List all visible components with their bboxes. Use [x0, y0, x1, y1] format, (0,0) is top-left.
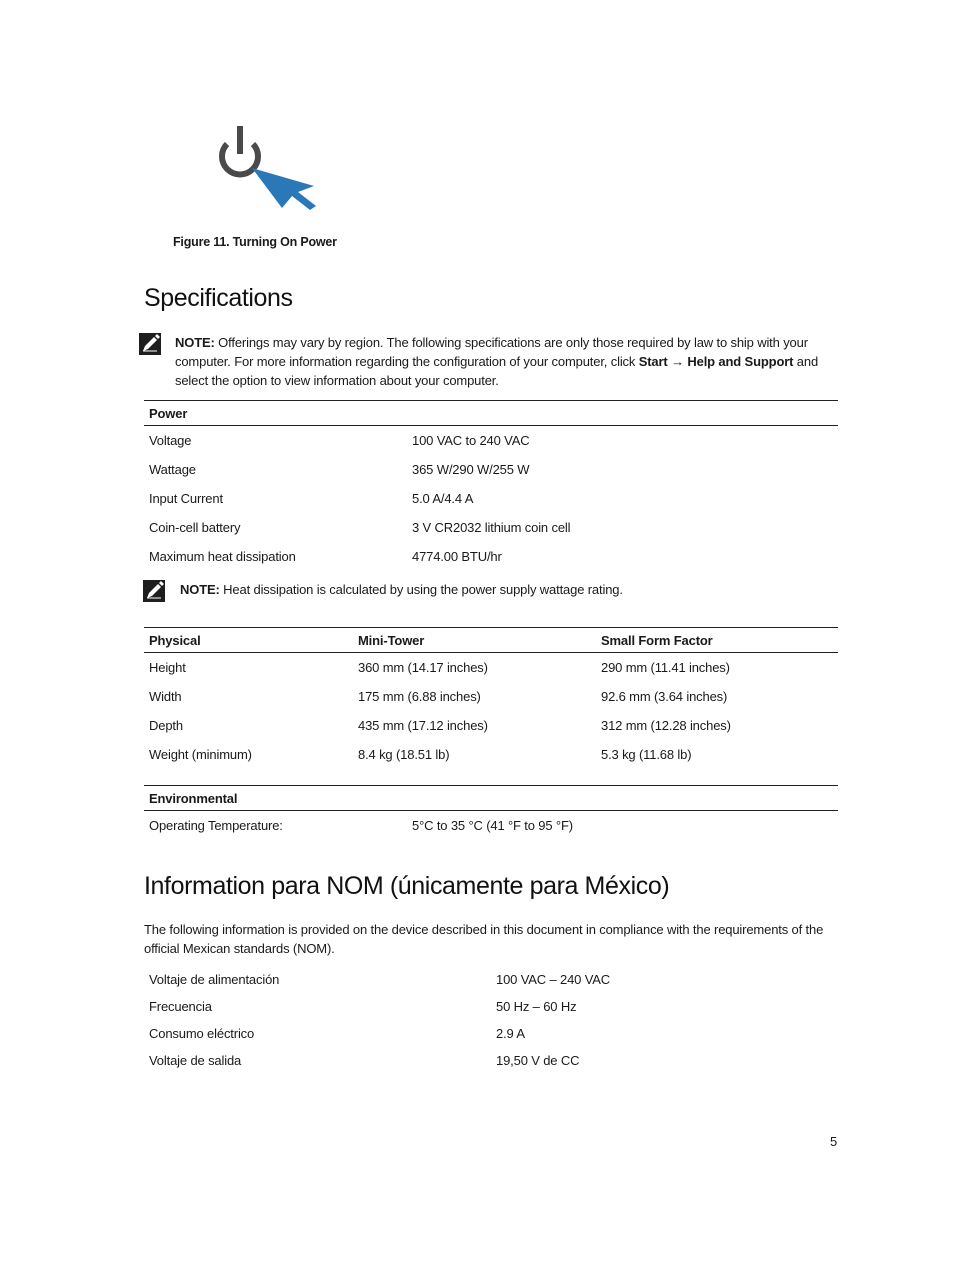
row-label: Wattage — [149, 462, 196, 477]
note-arrow: → — [667, 354, 688, 369]
nom-intro-paragraph: The following information is provided on the device described in this document in compliance with the requirements of the official Mexican standards (NOM). — [144, 922, 824, 956]
table-row — [144, 426, 838, 456]
note-offerings — [139, 333, 839, 390]
row-value: 5°C to 35 °C (41 °F to 95 °F) — [412, 818, 573, 833]
page-number: 5 — [830, 1134, 838, 1149]
mini-tower-value: 435 mm (17.12 inches) — [358, 718, 488, 733]
note-text — [180, 580, 623, 599]
mouse-cursor-icon — [252, 168, 316, 210]
table-row — [144, 542, 838, 571]
environmental-table — [144, 785, 838, 840]
nom-table — [144, 966, 838, 1074]
row-value: 5.0 A/4.4 A — [412, 491, 474, 506]
mini-tower-value: 360 mm (14.17 inches) — [358, 660, 488, 675]
table-row — [144, 711, 838, 740]
row-value: 50 Hz – 60 Hz — [496, 999, 577, 1014]
row-label: Operating Temperature: — [149, 818, 283, 833]
note-start: Start — [638, 354, 668, 369]
row-label: Consumo eléctrico — [149, 1026, 255, 1041]
table-row — [144, 682, 838, 711]
column-header: Mini-Tower — [353, 628, 596, 653]
table-header-row — [144, 786, 838, 811]
row-value: 19,50 V de CC — [496, 1053, 580, 1068]
row-value: 100 VAC to 240 VAC — [412, 433, 530, 448]
table-header-row — [144, 628, 838, 653]
environmental-header: Environmental — [144, 786, 838, 811]
row-label: Input Current — [149, 491, 223, 506]
row-label: Maximum heat dissipation — [149, 549, 296, 564]
row-value: 2.9 A — [496, 1026, 525, 1041]
note-text — [175, 333, 835, 390]
table-header-row — [144, 401, 838, 426]
table-row — [144, 653, 838, 683]
power-figure — [214, 124, 322, 212]
column-header: Small Form Factor — [596, 628, 838, 653]
power-header: Power — [144, 401, 838, 426]
table-row — [144, 455, 838, 484]
power-icon — [214, 124, 322, 212]
row-value: 4774.00 BTU/hr — [412, 549, 502, 564]
table-row — [144, 993, 838, 1020]
row-label: Voltaje de alimentación — [149, 972, 280, 987]
row-label: Voltage — [149, 433, 192, 448]
physical-table — [144, 627, 838, 769]
small-form-factor-value: 290 mm (11.41 inches) — [601, 660, 730, 675]
table-row — [144, 740, 838, 769]
small-form-factor-value: 312 mm (12.28 inches) — [601, 718, 731, 733]
row-label: Height — [149, 660, 186, 675]
note-pencil-icon — [139, 333, 161, 355]
row-value: 365 W/290 W/255 W — [412, 462, 530, 477]
specifications-heading: Specifications — [144, 284, 293, 312]
small-form-factor-value: 92.6 mm (3.64 inches) — [601, 689, 728, 704]
mini-tower-value: 175 mm (6.88 inches) — [358, 689, 481, 704]
table-row — [144, 1047, 838, 1074]
table-row — [144, 966, 838, 993]
row-value: 100 VAC – 240 VAC — [496, 972, 611, 987]
note-body: Offerings may vary by region. The following specifications are only those required by law to ship with your computer. For more information regarding the configuration of your computer, click — [175, 335, 808, 369]
note-body: Heat dissipation is calculated by using the power supply wattage rating. — [219, 582, 623, 597]
row-label: Coin-cell battery — [149, 520, 241, 535]
note-pencil-icon — [143, 580, 165, 602]
note-label: NOTE: — [180, 582, 220, 597]
figure-caption: Figure 11. Turning On Power — [173, 235, 337, 249]
nom-heading: Information para NOM (únicamente para México) — [144, 872, 670, 900]
note-label: NOTE: — [175, 335, 215, 350]
row-label: Voltaje de salida — [149, 1053, 242, 1068]
note-help-and-support: Help and Support — [687, 354, 794, 369]
row-label: Depth — [149, 718, 183, 733]
note-heat-dissipation — [143, 580, 843, 602]
row-label: Frecuencia — [149, 999, 212, 1014]
small-form-factor-value: 5.3 kg (11.68 lb) — [601, 747, 692, 762]
column-header: Physical — [144, 628, 353, 653]
table-row — [144, 513, 838, 542]
row-value: 3 V CR2032 lithium coin cell — [412, 520, 571, 535]
power-table — [144, 400, 838, 571]
table-row — [144, 484, 838, 513]
note-body-end: and select the option to view information about your computer. — [175, 354, 819, 388]
table-row — [144, 811, 838, 841]
mini-tower-value: 8.4 kg (18.51 lb) — [358, 747, 450, 762]
row-label: Weight (minimum) — [149, 747, 252, 762]
row-label: Width — [149, 689, 182, 704]
table-row — [144, 1020, 838, 1047]
